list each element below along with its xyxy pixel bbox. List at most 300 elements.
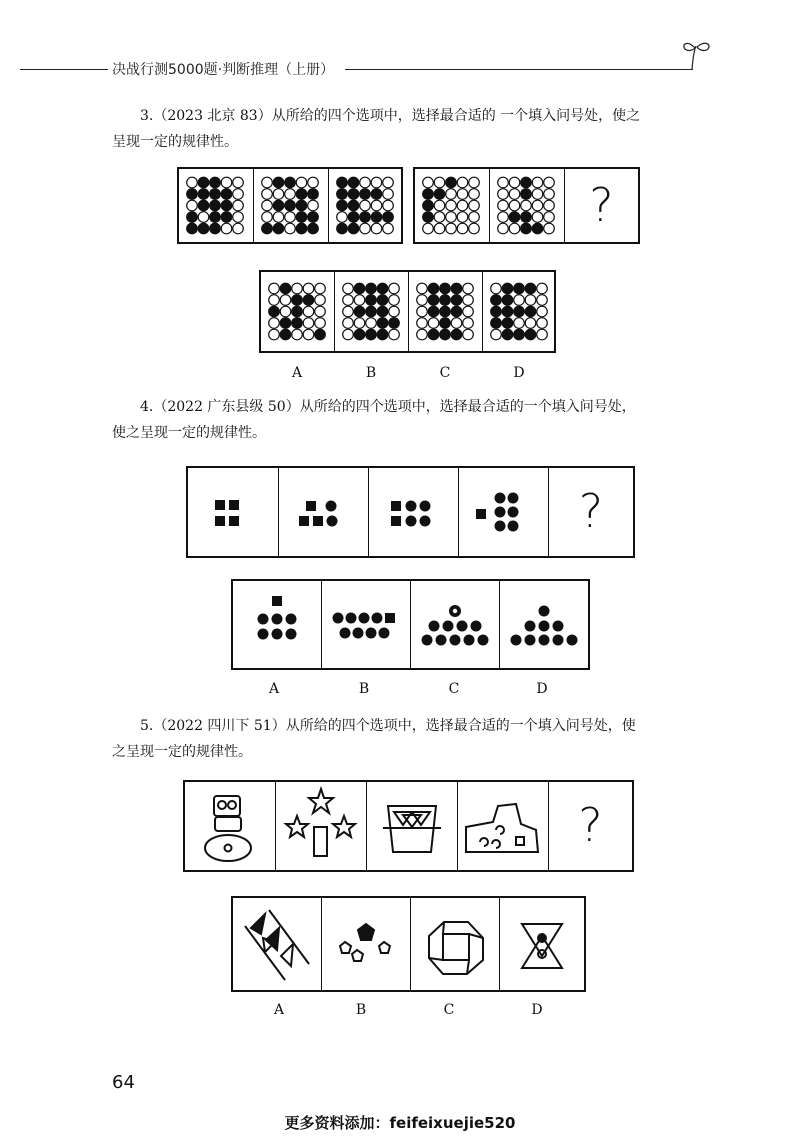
grid-dot: [446, 177, 457, 188]
grid-dot: [469, 223, 480, 234]
grid-dot: [285, 177, 296, 188]
grid-dot: [440, 295, 451, 306]
grid-dot: [383, 223, 394, 234]
q4-stem-3-figure: [369, 468, 459, 556]
q4-stem-2-figure: [279, 468, 369, 556]
grid-dot: [280, 329, 291, 340]
q4-options-strip: [231, 579, 590, 670]
grid-dot: [360, 177, 371, 188]
grid-dot: [348, 223, 359, 234]
grid-dot: [498, 189, 509, 200]
grid-dot: [457, 200, 468, 211]
grid-dot: [417, 306, 428, 317]
grid-dot: [296, 223, 307, 234]
grid-dot: [521, 212, 532, 223]
grid-dot: [210, 212, 221, 223]
grid-dot: [348, 177, 359, 188]
grid-dot: [303, 283, 314, 294]
grid-dot: [417, 318, 428, 329]
grid-dot: [463, 295, 474, 306]
grid-dot: [428, 329, 439, 340]
grid-dot: [389, 306, 400, 317]
q4-stem-cell-2: [279, 468, 369, 556]
grid-dot: [544, 200, 555, 211]
grid-dot: [509, 223, 520, 234]
grid-dot: [221, 177, 232, 188]
grid-dot: [315, 318, 326, 329]
grid-dot: [269, 295, 280, 306]
grid-dot: [315, 306, 326, 317]
grid-dot: [269, 329, 280, 340]
q4-stem-cell-4: [459, 468, 549, 556]
grid-dot: [423, 212, 434, 223]
grid-dot: [377, 283, 388, 294]
grid-dot: [417, 283, 428, 294]
grid-dot: [233, 177, 244, 188]
grid-dot: [440, 306, 451, 317]
grid-dot: [521, 177, 532, 188]
grid-dot: [198, 223, 209, 234]
grid-dot: [262, 212, 273, 223]
q3-option-c-cell[interactable]: [409, 272, 483, 351]
question-5-text: [112, 713, 712, 765]
grid-dot: [434, 189, 445, 200]
q4-option-c-cell[interactable]: [411, 581, 500, 668]
grid-dot: [308, 223, 319, 234]
grid-dot: [343, 318, 354, 329]
grid-dot: [354, 329, 365, 340]
grid-dot: [303, 295, 314, 306]
grid-dot: [544, 212, 555, 223]
grid-dot: [296, 200, 307, 211]
grid-dot: [463, 283, 474, 294]
q5-stem-cell-3: [367, 782, 458, 870]
grid-dot: [337, 189, 348, 200]
q3-options-strip: [259, 270, 556, 353]
q4-stem-cell-1: [188, 468, 279, 556]
question-5-line1: 5.（2022 四川下 51）从所给的四个选项中，选择最合适的一个填入问号处，使: [140, 718, 636, 734]
question-4-text: [112, 394, 712, 446]
q5-option-c-figure: [411, 898, 499, 990]
question-5-line2: 之呈现一定的规律性。: [112, 744, 252, 760]
grid-dot: [502, 329, 513, 340]
q3-stem-cell-4: [415, 169, 490, 242]
grid-dot: [371, 189, 382, 200]
grid-dot: [308, 212, 319, 223]
grid-dot: [280, 306, 291, 317]
grid-dot: [457, 223, 468, 234]
grid-dot: [273, 189, 284, 200]
header-rule-right: [345, 69, 693, 70]
q5-option-a-figure: [233, 898, 321, 990]
grid-dot: [428, 318, 439, 329]
q5-option-b-figure: [322, 898, 410, 990]
q3-option-c-label: C: [439, 365, 451, 381]
grid-dot: [221, 212, 232, 223]
grid-dot: [377, 329, 388, 340]
grid-dot: [210, 177, 221, 188]
grid-dot: [187, 200, 198, 211]
grid-dot: [296, 177, 307, 188]
q5-option-d-figure: [500, 898, 584, 990]
q3-question-mark: ?: [589, 177, 614, 232]
grid-dot: [354, 318, 365, 329]
grid-dot: [360, 212, 371, 223]
grid-dot: [233, 189, 244, 200]
grid-dot: [273, 223, 284, 234]
q5-option-d-label: D: [531, 1002, 543, 1018]
q3-option-b-cell[interactable]: [335, 272, 409, 351]
q5-stem-cell-1: [185, 782, 276, 870]
grid-dot: [544, 189, 555, 200]
q4-option-b-label: B: [358, 681, 370, 697]
grid-dot: [525, 283, 536, 294]
grid-dot: [463, 329, 474, 340]
question-4-line2: 使之呈现一定的规律性。: [112, 425, 266, 441]
grid-dot: [451, 329, 462, 340]
q5-option-a-label: A: [273, 1002, 285, 1018]
grid-dot: [221, 189, 232, 200]
grid-dot: [428, 295, 439, 306]
header-title: 决战行测5000题·判断推理（上册）: [112, 62, 335, 78]
q4-option-a-cell[interactable]: [233, 581, 322, 668]
question-3-line1: 3.（2023 北京 83）从所给的四个选项中，选择最合适的 一个填入问号处，使之: [140, 108, 641, 124]
grid-dot: [371, 200, 382, 211]
grid-dot: [457, 212, 468, 223]
grid-dot: [285, 212, 296, 223]
grid-dot: [280, 295, 291, 306]
grid-dot: [198, 177, 209, 188]
grid-dot: [423, 189, 434, 200]
grid-dot: [303, 306, 314, 317]
grid-dot: [377, 306, 388, 317]
grid-dot: [457, 177, 468, 188]
q3-stem-strip-2: [413, 167, 640, 244]
grid-dot: [498, 177, 509, 188]
grid-dot: [469, 212, 480, 223]
grid-dot: [337, 223, 348, 234]
grid-dot: [262, 189, 273, 200]
grid-dot: [509, 189, 520, 200]
grid-dot: [383, 200, 394, 211]
grid-dot: [273, 212, 284, 223]
grid-dot: [262, 177, 273, 188]
grid-dot: [269, 283, 280, 294]
grid-dot: [434, 212, 445, 223]
grid-dot: [371, 223, 382, 234]
q5-question-cell: [549, 782, 632, 870]
q3-stem-1-dot-grid: [179, 169, 251, 242]
grid-dot: [262, 200, 273, 211]
grid-dot: [446, 223, 457, 234]
q5-option-b-cell[interactable]: [322, 898, 411, 990]
grid-dot: [451, 306, 462, 317]
page-number: 64: [112, 1072, 135, 1093]
grid-dot: [366, 318, 377, 329]
grid-dot: [354, 295, 365, 306]
grid-dot: [198, 212, 209, 223]
q3-stem-cell-3: [329, 169, 401, 242]
grid-dot: [417, 329, 428, 340]
q5-options-strip: [231, 896, 586, 992]
grid-dot: [532, 212, 543, 223]
grid-dot: [491, 283, 502, 294]
question-3-text: [112, 103, 712, 155]
grid-dot: [360, 200, 371, 211]
grid-dot: [210, 189, 221, 200]
grid-dot: [315, 329, 326, 340]
grid-dot: [417, 295, 428, 306]
grid-dot: [440, 329, 451, 340]
grid-dot: [383, 177, 394, 188]
grid-dot: [451, 283, 462, 294]
grid-dot: [337, 177, 348, 188]
grid-dot: [308, 200, 319, 211]
grid-dot: [498, 212, 509, 223]
grid-dot: [469, 177, 480, 188]
grid-dot: [371, 212, 382, 223]
question-4-line1: 4.（2022 广东县级 50）从所给的四个选项中，选择最合适的一个填入问号处，: [140, 399, 636, 415]
grid-dot: [315, 283, 326, 294]
grid-dot: [360, 223, 371, 234]
grid-dot: [371, 177, 382, 188]
grid-dot: [434, 177, 445, 188]
grid-dot: [366, 329, 377, 340]
q5-stem-cell-2: [276, 782, 367, 870]
q3-stem-4-dot-grid: [415, 169, 487, 242]
grid-dot: [343, 329, 354, 340]
grid-dot: [354, 306, 365, 317]
grid-dot: [525, 318, 536, 329]
grid-dot: [280, 283, 291, 294]
grid-dot: [377, 318, 388, 329]
grid-dot: [463, 318, 474, 329]
grid-dot: [337, 212, 348, 223]
q5-option-a-cell[interactable]: [233, 898, 322, 990]
grid-dot: [292, 295, 303, 306]
grid-dot: [308, 177, 319, 188]
q3-option-a-cell[interactable]: [261, 272, 335, 351]
grid-dot: [440, 283, 451, 294]
grid-dot: [187, 212, 198, 223]
grid-dot: [544, 223, 555, 234]
q5-option-b-label: B: [355, 1002, 367, 1018]
grid-dot: [292, 306, 303, 317]
grid-dot: [308, 189, 319, 200]
grid-dot: [360, 189, 371, 200]
q4-option-d-label: D: [536, 681, 548, 697]
grid-dot: [383, 212, 394, 223]
grid-dot: [491, 329, 502, 340]
grid-dot: [303, 318, 314, 329]
grid-dot: [451, 318, 462, 329]
grid-dot: [469, 200, 480, 211]
grid-dot: [532, 189, 543, 200]
grid-dot: [446, 212, 457, 223]
grid-dot: [451, 295, 462, 306]
q5-option-c-cell[interactable]: [411, 898, 500, 990]
q5-option-d-cell[interactable]: [500, 898, 584, 990]
grid-dot: [389, 318, 400, 329]
q4-option-c-figure: [411, 581, 500, 668]
grid-dot: [537, 306, 548, 317]
grid-dot: [521, 200, 532, 211]
grid-dot: [423, 200, 434, 211]
grid-dot: [269, 306, 280, 317]
q3-option-c-dot-grid: [409, 272, 481, 351]
grid-dot: [354, 283, 365, 294]
grid-dot: [343, 295, 354, 306]
q3-question-cell: [565, 169, 638, 242]
grid-dot: [491, 295, 502, 306]
grid-dot: [262, 223, 273, 234]
question-3-line2: 呈现一定的规律性。: [112, 134, 238, 150]
grid-dot: [348, 189, 359, 200]
grid-dot: [434, 200, 445, 211]
grid-dot: [463, 306, 474, 317]
grid-dot: [377, 295, 388, 306]
q3-option-a-dot-grid: [261, 272, 333, 351]
grid-dot: [521, 223, 532, 234]
grid-dot: [446, 189, 457, 200]
q3-stem-cell-1: [179, 169, 254, 242]
q4-option-c-label: C: [448, 681, 460, 697]
q3-stem-strip-1: [177, 167, 403, 244]
grid-dot: [337, 200, 348, 211]
grid-dot: [198, 200, 209, 211]
grid-dot: [389, 329, 400, 340]
grid-dot: [348, 200, 359, 211]
grid-dot: [502, 295, 513, 306]
grid-dot: [292, 329, 303, 340]
grid-dot: [269, 318, 280, 329]
q4-option-d-cell[interactable]: [500, 581, 588, 668]
q4-stem-cell-3: [369, 468, 459, 556]
grid-dot: [509, 177, 520, 188]
q5-stem-strip: [183, 780, 634, 872]
grid-dot: [187, 189, 198, 200]
grid-dot: [292, 283, 303, 294]
grid-dot: [273, 200, 284, 211]
grid-dot: [383, 189, 394, 200]
grid-dot: [296, 212, 307, 223]
grid-dot: [285, 223, 296, 234]
grid-dot: [366, 295, 377, 306]
q3-option-d-cell[interactable]: [483, 272, 554, 351]
grid-dot: [428, 283, 439, 294]
q5-option-c-label: C: [443, 1002, 455, 1018]
grid-dot: [509, 200, 520, 211]
grid-dot: [343, 306, 354, 317]
grid-dot: [537, 329, 548, 340]
grid-dot: [187, 223, 198, 234]
grid-dot: [537, 283, 548, 294]
q3-stem-3-dot-grid: [329, 169, 401, 242]
q3-stem-5-dot-grid: [490, 169, 562, 242]
q5-stem-cell-4: [458, 782, 549, 870]
grid-dot: [514, 283, 525, 294]
grid-dot: [210, 200, 221, 211]
footer-contact: 更多资料添加：feifeixuejie520: [284, 1114, 516, 1132]
grid-dot: [389, 295, 400, 306]
grid-dot: [221, 200, 232, 211]
q4-stem-4-figure: [459, 468, 549, 556]
q3-option-d-label: D: [513, 365, 525, 381]
grid-dot: [233, 223, 244, 234]
grid-dot: [233, 200, 244, 211]
grid-dot: [187, 177, 198, 188]
grid-dot: [498, 223, 509, 234]
grid-dot: [423, 223, 434, 234]
q3-option-b-label: B: [365, 365, 377, 381]
grid-dot: [491, 306, 502, 317]
grid-dot: [521, 189, 532, 200]
grid-dot: [498, 200, 509, 211]
grid-dot: [537, 295, 548, 306]
grid-dot: [514, 329, 525, 340]
q4-question-mark: ?: [578, 483, 604, 538]
grid-dot: [457, 189, 468, 200]
q3-option-d-dot-grid: [483, 272, 555, 351]
q3-option-a-label: A: [291, 365, 303, 381]
grid-dot: [514, 306, 525, 317]
grid-dot: [446, 200, 457, 211]
grid-dot: [514, 295, 525, 306]
grid-dot: [423, 177, 434, 188]
grid-dot: [285, 189, 296, 200]
q4-option-b-cell[interactable]: [322, 581, 411, 668]
grid-dot: [233, 212, 244, 223]
grid-dot: [532, 223, 543, 234]
grid-dot: [198, 189, 209, 200]
grid-dot: [532, 177, 543, 188]
grid-dot: [348, 212, 359, 223]
grid-dot: [428, 306, 439, 317]
grid-dot: [440, 318, 451, 329]
grid-dot: [280, 318, 291, 329]
grid-dot: [544, 177, 555, 188]
q4-stem-1-figure: [188, 468, 278, 556]
grid-dot: [532, 200, 543, 211]
grid-dot: [366, 283, 377, 294]
q4-question-cell: [549, 468, 633, 556]
q3-stem-cell-5: [490, 169, 565, 242]
grid-dot: [434, 223, 445, 234]
q3-stem-2-dot-grid: [254, 169, 326, 242]
q4-option-a-figure: [233, 581, 322, 668]
grid-dot: [525, 329, 536, 340]
q3-stem-cell-2: [254, 169, 329, 242]
grid-dot: [285, 200, 296, 211]
grid-dot: [537, 318, 548, 329]
grid-dot: [273, 177, 284, 188]
q5-stem-1-figure: [185, 782, 275, 870]
q4-option-d-figure: [500, 581, 588, 668]
grid-dot: [514, 318, 525, 329]
q5-stem-3-figure: [367, 782, 457, 870]
q5-stem-2-figure: [276, 782, 366, 870]
grid-dot: [315, 295, 326, 306]
grid-dot: [366, 306, 377, 317]
q5-stem-4-figure: [458, 782, 548, 870]
grid-dot: [469, 189, 480, 200]
q4-stem-strip: [186, 466, 635, 558]
q4-option-a-label: A: [268, 681, 280, 697]
grid-dot: [389, 283, 400, 294]
grid-dot: [502, 318, 513, 329]
grid-dot: [525, 306, 536, 317]
grid-dot: [525, 295, 536, 306]
